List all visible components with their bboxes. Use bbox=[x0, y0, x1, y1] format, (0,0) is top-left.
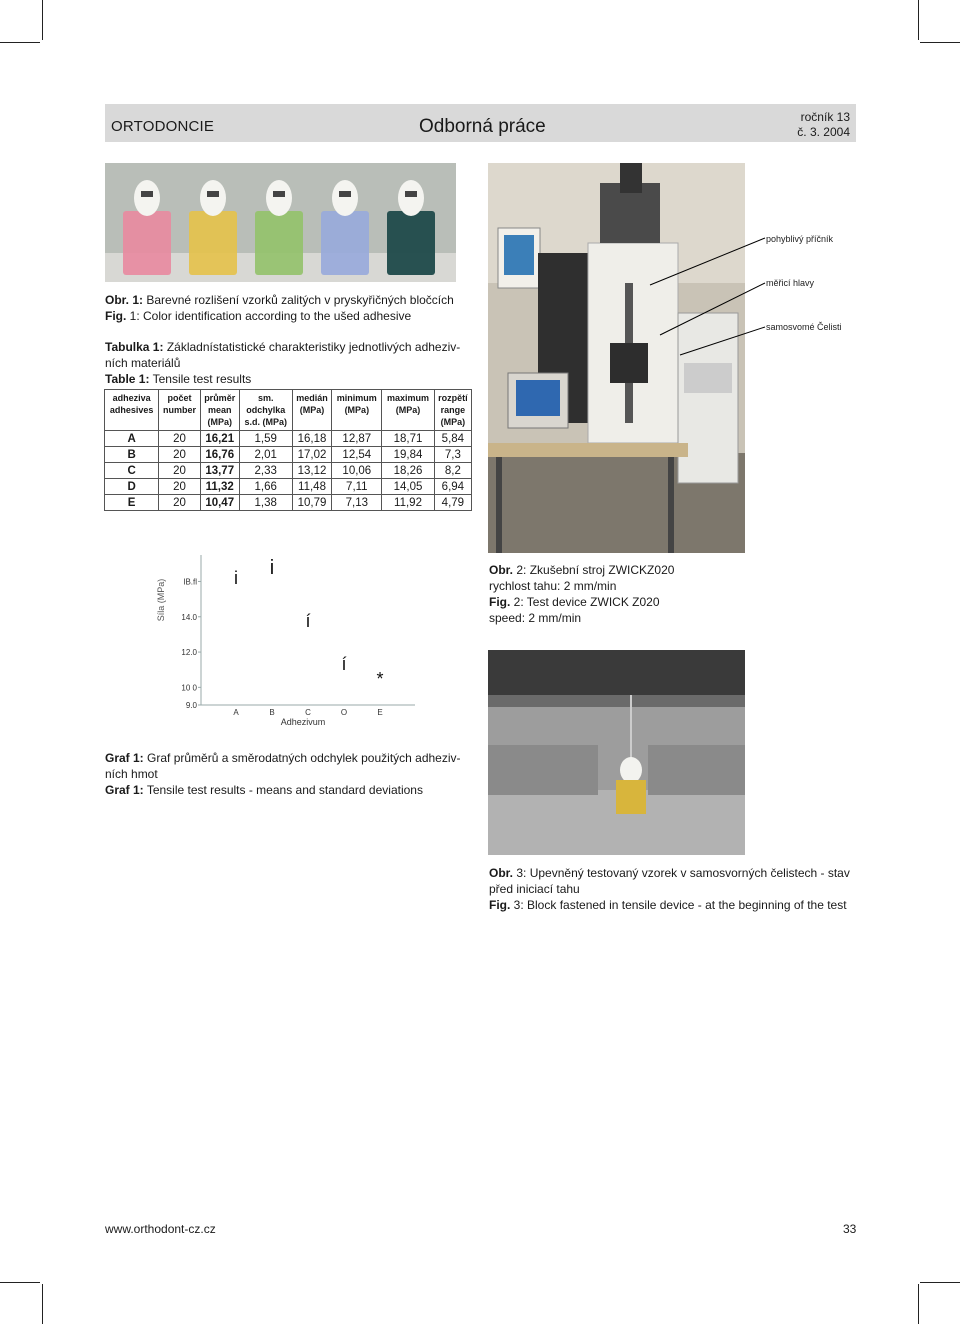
table1-cz-line1: Základnístatistické charakteristiky jednotlivých adheziv- bbox=[166, 340, 461, 354]
fig2-cz-text: 2: Zkušební stroj ZWICKZ020 bbox=[516, 563, 675, 577]
graf1-en-label: Graf 1: bbox=[105, 783, 144, 797]
resin-blocks-photo bbox=[105, 163, 456, 282]
graf1-en-text: Tensile test results - means and standard deviations bbox=[146, 783, 423, 797]
resin-blocks-image bbox=[105, 163, 456, 282]
fig1-cz-label: Obr. 1: bbox=[105, 293, 144, 307]
fig2-en-text: 2: Test device ZWICK Z020 bbox=[513, 595, 660, 609]
section-name: ORTODONCIE bbox=[111, 118, 215, 135]
table-row: E 20 10,47 1,38 10,79 7,13 11,92 4,79 bbox=[105, 495, 472, 511]
fig1-en-text: 1: Color identification according to the ušed adhesive bbox=[129, 309, 412, 323]
table-header-row bbox=[105, 390, 472, 431]
data-point: í bbox=[341, 654, 347, 675]
table-row: D 20 11,32 1,66 11,48 7,11 14,05 6,94 bbox=[105, 479, 472, 495]
crop-mark bbox=[0, 1282, 40, 1283]
fig3-cz-label: Obr. bbox=[489, 866, 514, 880]
y-tick-label: 10 0 bbox=[181, 683, 197, 693]
fig2-caption bbox=[489, 562, 749, 626]
table1-caption bbox=[105, 339, 480, 387]
crop-mark bbox=[42, 1284, 43, 1324]
fig2-en-label: Fig. bbox=[489, 595, 511, 609]
col-number: počet number bbox=[159, 390, 200, 431]
issue-info bbox=[797, 110, 850, 140]
x-tick-label: B bbox=[269, 708, 275, 717]
col-median: medián (MPa) bbox=[292, 390, 332, 431]
crosshead-pointer bbox=[650, 238, 765, 285]
graf1-caption bbox=[105, 750, 485, 798]
graf1-cz-label: Graf 1: bbox=[105, 751, 144, 765]
heads-label: měřicí hlavy bbox=[766, 278, 815, 288]
fig1-caption bbox=[105, 292, 475, 324]
fig1-cz-text: Barevné rozlišení vzorků zalitých v pryskyřičných bločcích bbox=[146, 293, 454, 307]
issue: č. 3. 2004 bbox=[797, 125, 850, 139]
x-tick-label: C bbox=[305, 708, 311, 717]
table-row: A 20 16,21 1,59 16,18 12,87 18,71 5,84 bbox=[105, 431, 472, 447]
fig2-cz-line2: rychlost tahu: 2 mm/min bbox=[489, 579, 617, 593]
fig3-en-text: 3: Block fastened in tensile device - at the beginning of the test bbox=[513, 898, 847, 912]
crop-mark bbox=[920, 42, 960, 43]
table1-cz-line2: ních materiálů bbox=[105, 356, 181, 370]
y-tick-label: 12.0 bbox=[181, 648, 197, 658]
fig3-cz-text: 3: Upevněný testovaný vzorek v samosvorných čelistech - stav bbox=[516, 866, 850, 880]
sample-jaws-image bbox=[488, 650, 745, 855]
col-minimum: minimum (MPa) bbox=[332, 390, 382, 431]
crop-mark bbox=[0, 42, 40, 43]
results-table bbox=[104, 389, 472, 511]
col-sd: sm. odchylka s.d. (MPa) bbox=[239, 390, 292, 431]
page-number: 33 bbox=[843, 1222, 857, 1236]
graf1-cz-line1: Graf průměrů a směrodatných odchylek použitých adheziv- bbox=[147, 751, 461, 765]
y-tick-label: 14.0 bbox=[181, 612, 197, 622]
footer-url: www.orthodont-cz.cz bbox=[105, 1222, 216, 1236]
page-header bbox=[105, 104, 856, 142]
sample-jaws-photo bbox=[488, 650, 745, 855]
heads-pointer bbox=[660, 283, 765, 335]
graf1-cz-line2: ních hmot bbox=[105, 767, 158, 781]
chart-xlabel: Adhezivum bbox=[280, 717, 326, 727]
x-tick-label: A bbox=[233, 708, 239, 717]
volume: ročník 13 bbox=[800, 110, 850, 124]
fig3-caption bbox=[489, 865, 869, 913]
y-tick-label: IB.fl bbox=[183, 577, 197, 587]
fig2-en-line2: speed: 2 mm/min bbox=[489, 611, 582, 625]
jaws-label: samosvomé Čelisti bbox=[766, 322, 842, 332]
data-point: í bbox=[305, 610, 311, 631]
data-point: * bbox=[376, 669, 384, 690]
fig2-cz-label: Obr. bbox=[489, 563, 514, 577]
means-chart bbox=[150, 550, 450, 730]
crop-mark bbox=[918, 0, 919, 40]
col-adhesive: adheziva adhesives bbox=[105, 390, 159, 431]
col-maximum: maximum (MPa) bbox=[382, 390, 434, 431]
annotation-lines bbox=[640, 225, 770, 405]
table1-en-label: Table 1: bbox=[105, 372, 150, 386]
y-tick-label: 9.0 bbox=[185, 701, 197, 710]
table-row: B 20 16,76 2,01 17,02 12,54 19,84 7,3 bbox=[105, 447, 472, 463]
fig1-en-label: Fig. bbox=[105, 309, 127, 323]
table-row: C 20 13,77 2,33 13,12 10,06 18,26 8,2 bbox=[105, 463, 472, 479]
x-tick-label: E bbox=[377, 708, 383, 717]
data-point: i bbox=[269, 557, 275, 580]
crop-mark bbox=[918, 1284, 919, 1324]
crop-mark bbox=[42, 0, 43, 40]
table1-cz-label: Tabulka 1: bbox=[105, 340, 164, 354]
data-point: i bbox=[234, 567, 238, 588]
page-title: Odborná práce bbox=[419, 116, 546, 137]
crosshead-label: pohyblivý příčník bbox=[766, 234, 834, 244]
fig3-cz-line2: před iniciací tahu bbox=[489, 882, 580, 896]
col-range: rozpětí range (MPa) bbox=[434, 390, 471, 431]
jaws-pointer bbox=[680, 327, 765, 355]
crop-mark bbox=[920, 1282, 960, 1283]
fig3-en-label: Fig. bbox=[489, 898, 511, 912]
table1-en-text: Tensile test results bbox=[152, 372, 252, 386]
col-mean: průměr mean (MPa) bbox=[200, 390, 239, 431]
x-tick-label: O bbox=[340, 708, 348, 717]
chart-ylabel: Síla (MPa) bbox=[156, 578, 166, 622]
